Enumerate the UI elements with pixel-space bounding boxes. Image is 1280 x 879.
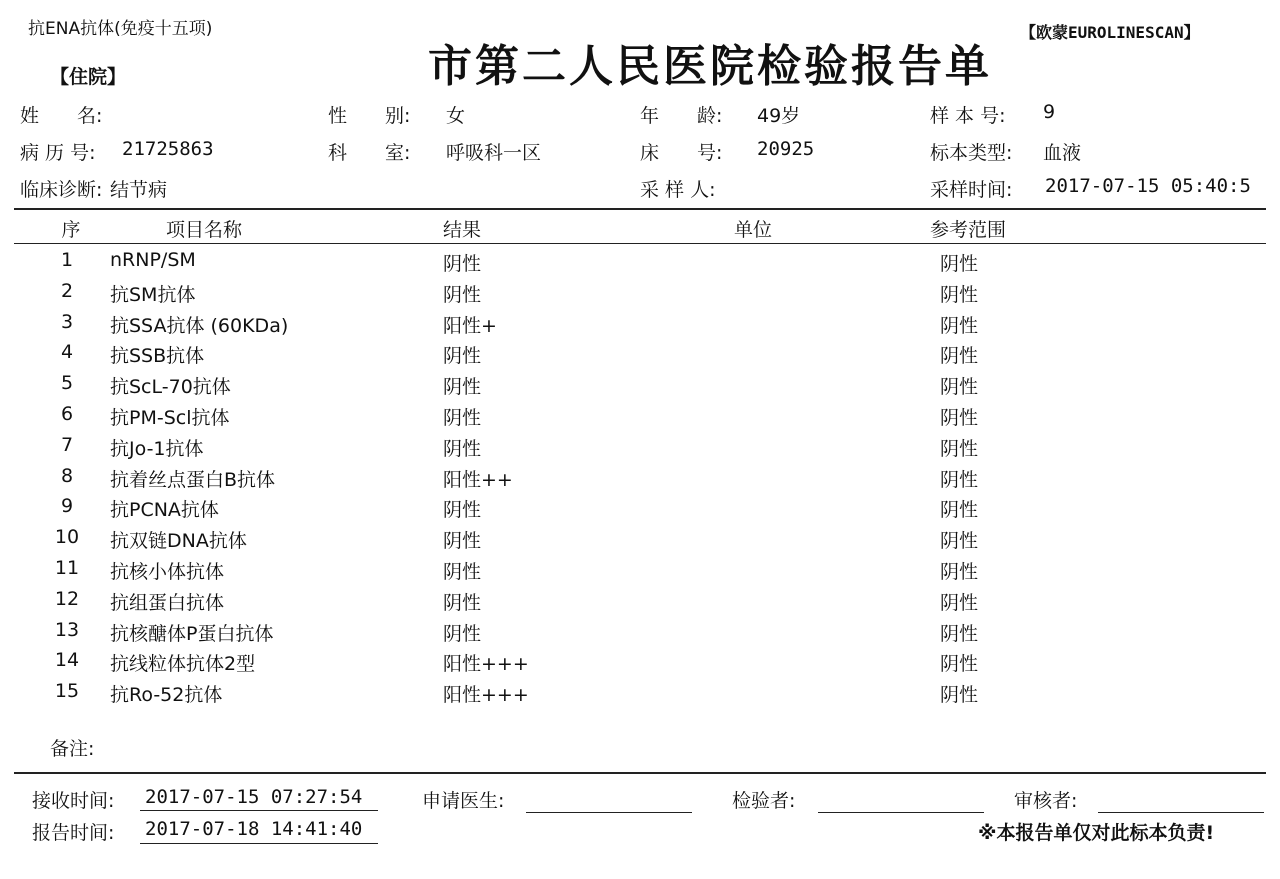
- received-underline: [140, 810, 378, 811]
- row-no: 9: [60, 495, 74, 518]
- bed-label: 床 号:: [640, 142, 723, 164]
- row-reference-range: 阴性: [940, 468, 979, 491]
- specimen-label: 标本类型:: [930, 142, 1013, 164]
- age-label: 年 龄:: [640, 105, 723, 127]
- gender-label: 性 别:: [328, 105, 411, 127]
- row-item-name: 抗PCNA抗体: [110, 499, 219, 522]
- table-row: [0, 403, 1280, 434]
- row-result: 阴性: [443, 283, 482, 306]
- row-no: 13: [54, 618, 80, 641]
- row-no: 4: [60, 341, 74, 364]
- row-reference-range: 阴性: [940, 530, 979, 553]
- row-item-name: 抗SM抗体: [110, 283, 196, 306]
- diagnosis-value: 结节病: [110, 179, 168, 201]
- row-reference-range: 阴性: [940, 376, 979, 399]
- row-result: 阳性+++: [443, 653, 529, 676]
- row-reference-range: 阴性: [940, 561, 979, 583]
- row-result: 阴性: [443, 561, 482, 583]
- received-value: 2017-07-15 07:27:54: [145, 786, 363, 808]
- sample-time-value: 2017-07-15 05:40:5: [1045, 175, 1251, 197]
- instrument-name: 【欧蒙EUROLINESCAN】: [1020, 23, 1200, 42]
- row-result: 阴性: [443, 530, 482, 553]
- row-no: 6: [60, 403, 74, 425]
- table-row: [0, 280, 1280, 311]
- sample-no-label: 样 本 号:: [930, 105, 1006, 127]
- row-no: 7: [60, 433, 74, 456]
- table-row: [0, 372, 1280, 403]
- header-ref: 参考范围: [930, 219, 1007, 241]
- remarks-label: 备注:: [50, 738, 95, 760]
- disclaimer: ※本报告单仅对此标本负责!: [978, 822, 1215, 844]
- row-reference-range: 阴性: [940, 437, 979, 460]
- tester-signature-line: [818, 812, 984, 813]
- row-reference-range: 阴性: [940, 345, 979, 368]
- row-reference-range: 阴性: [940, 653, 979, 676]
- row-result: 阳性+: [443, 314, 497, 337]
- row-reference-range: 阴性: [940, 622, 979, 645]
- row-item-name: 抗线粒体抗体2型: [110, 653, 256, 676]
- row-no: 11: [54, 557, 80, 579]
- dept-label: 科 室:: [328, 142, 411, 164]
- sample-time-label: 采样时间:: [930, 179, 1013, 201]
- row-result: 阴性: [443, 253, 482, 275]
- row-item-name: 抗PM-Scl抗体: [110, 407, 230, 429]
- row-no: 3: [60, 310, 74, 333]
- table-row: [0, 588, 1280, 619]
- report-value: 2017-07-18 14:41:40: [145, 818, 363, 840]
- test-panel-name: 抗ENA抗体(免疫十五项): [28, 19, 213, 39]
- row-result: 阳性+++: [443, 684, 529, 707]
- received-label: 接收时间:: [32, 790, 115, 812]
- age-value: 49岁: [757, 105, 801, 127]
- gender-value: 女: [446, 105, 466, 127]
- row-no: 15: [54, 680, 80, 703]
- page-title: 市第二人民医院检验报告单: [428, 41, 992, 92]
- diagnosis-label: 临床诊断:: [20, 179, 103, 201]
- row-result: 阳性++: [443, 468, 513, 491]
- row-reference-range: 阴性: [940, 283, 979, 306]
- sampler-label: 采 样 人:: [640, 179, 716, 201]
- row-reference-range: 阴性: [940, 591, 979, 614]
- specimen-value: 血液: [1043, 142, 1082, 164]
- row-result: 阴性: [443, 437, 482, 460]
- patient-type: 【住院】: [50, 66, 127, 88]
- row-reference-range: 阴性: [940, 407, 979, 429]
- row-item-name: 抗ScL-70抗体: [110, 376, 231, 399]
- record-value: 21725863: [122, 138, 214, 160]
- row-no: 1: [60, 249, 74, 271]
- row-item-name: 抗组蛋白抗体: [110, 591, 225, 614]
- row-reference-range: 阴性: [940, 499, 979, 522]
- table-row: [0, 495, 1280, 526]
- row-no: 14: [54, 649, 80, 672]
- name-label: 姓 名:: [20, 105, 103, 127]
- tester-label: 检验者:: [732, 790, 796, 812]
- record-label: 病 历 号:: [20, 142, 96, 164]
- table-row: [0, 311, 1280, 342]
- row-result: 阴性: [443, 407, 482, 429]
- row-no: 12: [54, 587, 80, 610]
- table-row: [0, 341, 1280, 372]
- table-row: [0, 434, 1280, 465]
- header-name: 项目名称: [166, 219, 243, 241]
- row-no: 10: [54, 526, 80, 549]
- row-item-name: 抗Jo-1抗体: [110, 437, 204, 460]
- row-item-name: 抗双链DNA抗体: [110, 530, 247, 553]
- footer-top-rule: [14, 772, 1266, 774]
- table-row: [0, 619, 1280, 650]
- row-result: 阴性: [443, 499, 482, 522]
- row-result: 阴性: [443, 591, 482, 614]
- table-top-rule: [14, 208, 1266, 210]
- sample-no-value: 9: [1043, 101, 1056, 123]
- row-no: 5: [60, 372, 74, 395]
- row-reference-range: 阴性: [940, 684, 979, 707]
- row-result: 阴性: [443, 376, 482, 399]
- row-item-name: 抗着丝点蛋白B抗体: [110, 468, 276, 491]
- row-reference-range: 阴性: [940, 314, 979, 337]
- row-item-name: 抗Ro-52抗体: [110, 684, 223, 707]
- table-header: [0, 215, 1280, 246]
- table-row: [0, 465, 1280, 496]
- row-item-name: 抗SSB抗体: [110, 345, 205, 368]
- row-result: 阴性: [443, 622, 482, 645]
- table-row: [0, 649, 1280, 680]
- report-label: 报告时间:: [32, 822, 115, 844]
- row-item-name: 抗核小体抗体: [110, 561, 225, 583]
- report-underline: [140, 843, 378, 844]
- table-row: [0, 249, 1280, 280]
- doctor-signature-line: [526, 812, 692, 813]
- bed-value: 20925: [757, 138, 815, 160]
- header-unit: 单位: [734, 219, 773, 241]
- table-row: [0, 680, 1280, 711]
- table-row: [0, 526, 1280, 557]
- reviewer-signature-line: [1098, 812, 1264, 813]
- row-result: 阴性: [443, 345, 482, 368]
- reviewer-label: 审核者:: [1014, 790, 1078, 812]
- header-no: 序: [61, 219, 81, 241]
- doctor-label: 申请医生:: [422, 790, 505, 812]
- row-reference-range: 阴性: [940, 253, 979, 275]
- row-item-name: 抗核醣体P蛋白抗体: [110, 622, 274, 645]
- row-item-name: 抗SSA抗体 (60KDa): [110, 314, 289, 337]
- row-no: 8: [60, 464, 74, 487]
- dept-value: 呼吸科一区: [446, 142, 542, 164]
- table-row: [0, 557, 1280, 588]
- header-result: 结果: [443, 219, 482, 241]
- row-item-name: nRNP/SM: [110, 249, 196, 271]
- row-no: 2: [60, 279, 74, 302]
